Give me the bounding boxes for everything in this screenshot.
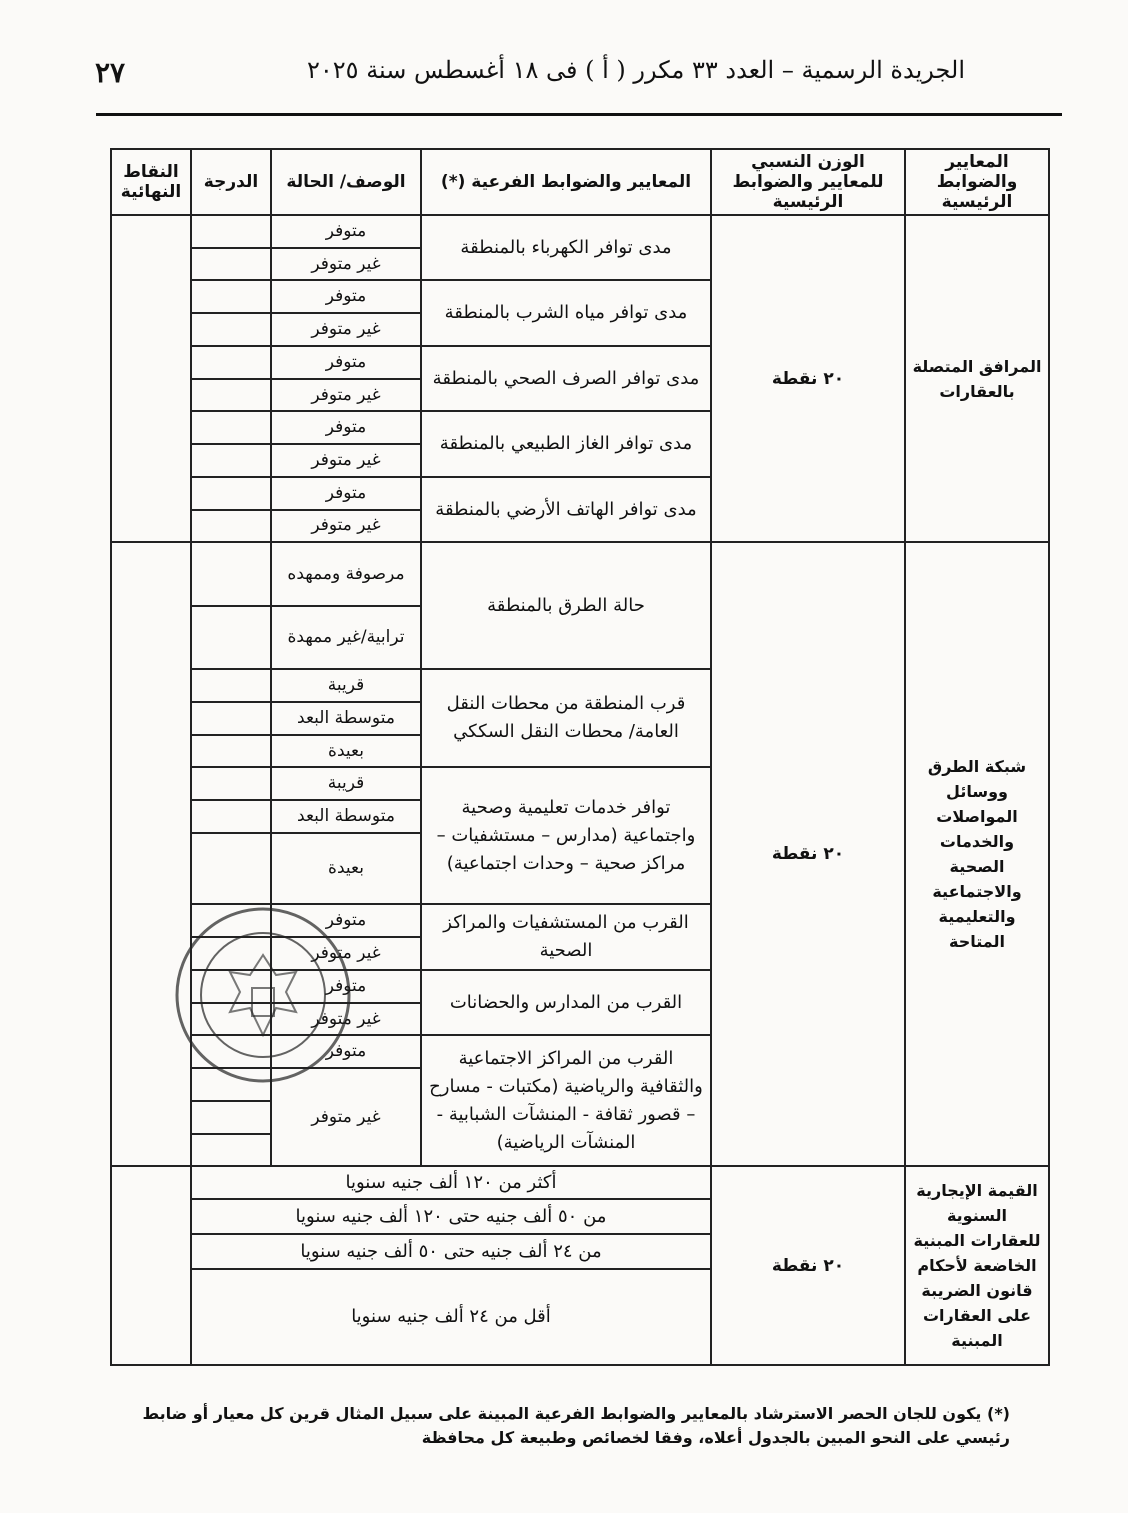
state-cell: غير متوفر: [271, 313, 421, 346]
grade-cell: [191, 735, 271, 768]
grade-cell: [191, 606, 271, 669]
rent-range-cell: من ٢٤ ألف جنيه حتى ٥٠ ألف جنيه سنويا: [191, 1234, 711, 1269]
header-rule: [96, 113, 1062, 116]
weight-cell: ٢٠ نقطة: [711, 542, 905, 1166]
grade-cell: [191, 702, 271, 735]
rent-range-cell: من ٥٠ ألف جنيه حتى ١٢٠ ألف جنيه سنويا: [191, 1199, 711, 1234]
header-description: الوصف/ الحالة: [271, 149, 421, 215]
final-points-cell: [111, 1166, 191, 1365]
grade-cell: [191, 542, 271, 605]
grade-cell: [191, 444, 271, 477]
final-points-cell: [111, 542, 191, 1166]
sub-criterion: قرب المنطقة من محطات النقل العامة/ محطات النقل السككي: [421, 669, 711, 767]
state-cell: غير متوفر: [271, 444, 421, 477]
state-cell: متوفر: [271, 411, 421, 444]
header-final-points: النقاط النهائية: [111, 149, 191, 215]
state-cell: غير متوفر: [271, 510, 421, 543]
sub-criterion: حالة الطرق بالمنطقة: [421, 542, 711, 669]
state-cell: متوفر: [271, 280, 421, 313]
sub-criterion: القرب من المدارس والحضانات: [421, 970, 711, 1035]
grade-cell: [191, 280, 271, 313]
grade-cell: [191, 379, 271, 412]
state-cell: متوفر: [271, 477, 421, 510]
sub-criterion: مدى توافر الهاتف الأرضي بالمنطقة: [421, 477, 711, 542]
grade-cell: [191, 1068, 271, 1101]
main-criterion: القيمة الإيجارية السنوية للعقارات المبنية الخاضعة لأحكام قانون الضريبة على العقارات المبنية: [905, 1166, 1049, 1365]
page-header: [95, 52, 965, 94]
state-cell: بعيدة: [271, 833, 421, 905]
state-cell: متوفر: [271, 904, 421, 937]
rent-range-cell: أقل من ٢٤ ألف جنيه سنويا: [191, 1269, 711, 1365]
grade-cell: [191, 767, 271, 800]
state-cell: متوسطة البعد: [271, 800, 421, 833]
grade-cell: [191, 937, 271, 970]
state-cell: مرصوفة وممهده: [271, 542, 421, 605]
main-criterion: المرافق المتصلة بالعقارات: [905, 215, 1049, 542]
state-cell: غير متوفر: [271, 248, 421, 281]
grade-cell: [191, 800, 271, 833]
final-points-cell: [111, 215, 191, 542]
grade-cell: [191, 510, 271, 543]
state-cell: غير متوفر: [271, 379, 421, 412]
grade-cell: [191, 833, 271, 905]
sub-criterion: مدى توافر الكهرباء بالمنطقة: [421, 215, 711, 280]
main-criterion: شبكة الطرق ووسائل المواصلات والخدمات الصحية والاجتماعية والتعليمية المتاحة: [905, 542, 1049, 1166]
state-cell: بعيدة: [271, 735, 421, 768]
state-cell: متوسطة البعد: [271, 702, 421, 735]
state-cell: متوفر: [271, 1035, 421, 1068]
state-cell: غير متوفر: [271, 1003, 421, 1036]
sub-criterion: مدى توافر الغاز الطبيعي بالمنطقة: [421, 411, 711, 476]
header-weight: الوزن النسبي للمعايير والضوابط الرئيسية: [711, 149, 905, 215]
grade-cell: [191, 970, 271, 1003]
gazette-title: الجريدة الرسمية – العدد ٣٣ مكرر ( أ ) فى ١٨ أغسطس سنة ٢٠٢٥: [307, 56, 965, 84]
state-cell: متوفر: [271, 346, 421, 379]
rent-range-cell: أكثر من ١٢٠ ألف جنيه سنويا: [191, 1166, 711, 1199]
header-main-criteria: المعايير والضوابط الرئيسية: [905, 149, 1049, 215]
sub-criterion: القرب من المستشفيات والمراكز الصحية: [421, 904, 711, 969]
grade-cell: [191, 1003, 271, 1036]
state-cell: قريبة: [271, 767, 421, 800]
state-cell: غير متوفر: [271, 1068, 421, 1166]
state-cell: متوفر: [271, 970, 421, 1003]
page-number: ٢٧: [95, 56, 126, 89]
header-grade: الدرجة: [191, 149, 271, 215]
grade-cell: [191, 215, 271, 248]
footnote: (*) يكون للجان الحصر الاسترشاد بالمعايير والضوابط الفرعية المبينة على سبيل المثال قرين كل معيار أو ضابط رئيسي على النحو المبين بالجدول أعلاه، وفقا لخصائص وطبيعة كل محافظة: [142, 1404, 1010, 1447]
grade-cell: [191, 1035, 271, 1068]
state-cell: غير متوفر: [271, 937, 421, 970]
criteria-table: [110, 148, 1050, 1366]
grade-cell: [191, 346, 271, 379]
sub-criterion: القرب من المراكز الاجتماعية والثقافية والرياضية (مكتبات - مسارح – قصور ثقافة - المنشآت الشبابية - المنشآت الرياضية): [421, 1035, 711, 1166]
grade-cell: [191, 1101, 271, 1134]
sub-criterion: مدى توافر الصرف الصحي بالمنطقة: [421, 346, 711, 411]
state-cell: ترابية/غير ممهدة: [271, 606, 421, 669]
grade-cell: [191, 411, 271, 444]
sub-criterion: مدى توافر مياه الشرب بالمنطقة: [421, 280, 711, 345]
grade-cell: [191, 477, 271, 510]
header-sub-criteria: المعايير والضوابط الفرعية (*): [421, 149, 711, 215]
grade-cell: [191, 904, 271, 937]
state-cell: قريبة: [271, 669, 421, 702]
grade-cell: [191, 1134, 271, 1167]
grade-cell: [191, 248, 271, 281]
state-cell: متوفر: [271, 215, 421, 248]
grade-cell: [191, 669, 271, 702]
weight-cell: ٢٠ نقطة: [711, 1166, 905, 1365]
sub-criterion: توافر خدمات تعليمية وصحية واجتماعية (مدارس – مستشفيات – مراكز صحية – وحدات اجتماعية): [421, 767, 711, 904]
weight-cell: ٢٠ نقطة: [711, 215, 905, 542]
grade-cell: [191, 313, 271, 346]
